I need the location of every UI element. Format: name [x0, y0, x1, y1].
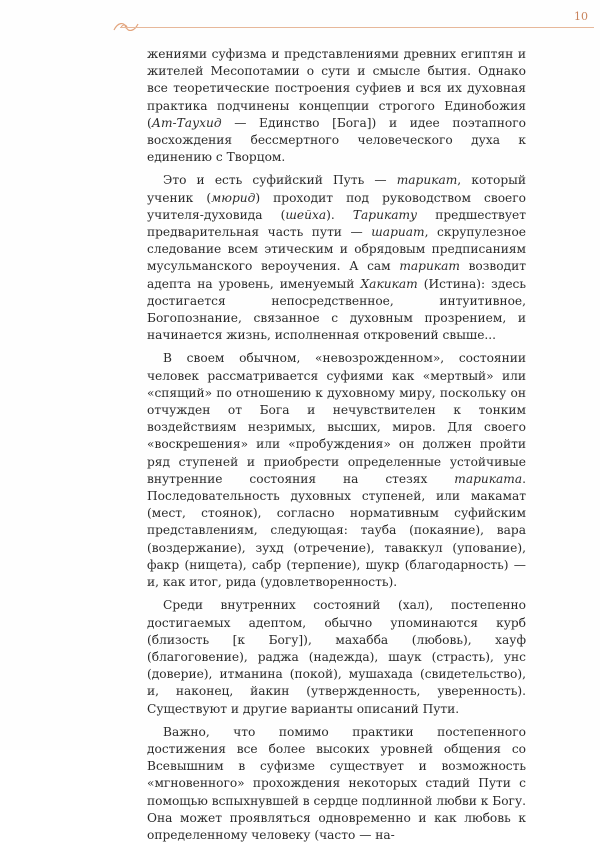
italic-term: Ат-Таухид	[151, 115, 222, 130]
page-number: 10	[574, 10, 588, 23]
text-run: . Последовательность духовных ступеней, или макамат (мест, стоянок), согласно нормативным суфийским представлениям, следующая: тауба (покаяние), вара (воздержание), зухд (отречение), таваккул (упование), факр (нищета), сабр (терпение), шукр (благодарность) — и, как итог, рида (удовлетворенность).	[147, 471, 526, 590]
text-run: Среди внутренних состояний (хал), постепенно достигаемых адептом, обычно упоминаются курб (близость [к Богу]), махабба (любовь), хауф (благоговение), раджа (надежда), шаук (страсть), унс (доверие), итманина (покой), мушахада (свидетельство), и, наконец, йакин (утвержденность, уверенность). Существуют и другие варианты описаний Пути.	[147, 598, 526, 716]
text-run: — Единство [Бога]) и идее поэтапного восхождения бессмертного человеческого духа к единению с Творцом.	[147, 115, 526, 165]
paragraph	[147, 724, 526, 844]
text-run: жениями суфизма и представлениями древних египтян и жителей Месопотамии о сути и смысле бытия. Однако все теоретические построения суфиев и вся их духовная практика подчинены концепции строгого Единобожия (	[147, 47, 526, 130]
italic-term: тариката	[454, 471, 523, 486]
text-run: , скрупулезное следование всем этическим и обрядовым предписаниям мусульманского вероучения. А сам	[147, 225, 526, 274]
text-run: Это и есть суфийский Путь —	[163, 173, 397, 188]
text-run: возводит адепта на уровень, именуемый	[147, 259, 526, 291]
italic-term: тарикат	[399, 259, 460, 274]
text-run: предшествует предварительная часть пути —	[147, 207, 526, 240]
italic-term: тарикат	[396, 173, 458, 188]
paragraph	[147, 46, 526, 166]
text-run: , который ученик (	[147, 173, 526, 205]
header-rule	[120, 27, 594, 28]
body-text	[147, 46, 526, 850]
italic-term: шейха	[285, 207, 327, 222]
italic-term: Тарикату	[352, 207, 418, 222]
paragraph	[147, 172, 526, 344]
text-run: В своем обычном, «невозрожденном», состоянии человек рассматривается суфиями как «мертвый» или «спящий» по отношению к духовному миру, поскольку он отчужден от Бога и нечувствителен к тонким воздействиям незримых, высших, миров. Для своего «воскрешения» или «пробуждения» он должен пройти ряд ступеней и приобрести определенные устойчивые внутренние состояния на стезях	[147, 351, 526, 486]
text-run: ).	[326, 207, 353, 222]
italic-term: шариат	[371, 225, 425, 240]
text-run: Важно, что помимо практики постепенного достижения все более высоких уровней общения со Всевышним в суфизме существует и возможность «мгновенного» прохождения некоторых стадий Пути с помощью вспыхнувшей в сердце подлинной любви к Богу. Она может проявляться одновременно и как любовь к определенному человеку (часто — на-	[147, 724, 526, 842]
paragraph	[147, 350, 526, 591]
paragraph	[147, 597, 526, 717]
text-run: (Истина): здесь достигается непосредственное, интуитивное, Богопознание, связанное с духовным прозрением, и начинается жизнь, исполненная откровений свыше...	[147, 276, 526, 343]
text-run: ) проходит под руководством своего учителя-духовида (	[147, 190, 526, 222]
italic-term: Хакикат	[360, 276, 418, 291]
italic-term: мюрид	[211, 190, 256, 205]
